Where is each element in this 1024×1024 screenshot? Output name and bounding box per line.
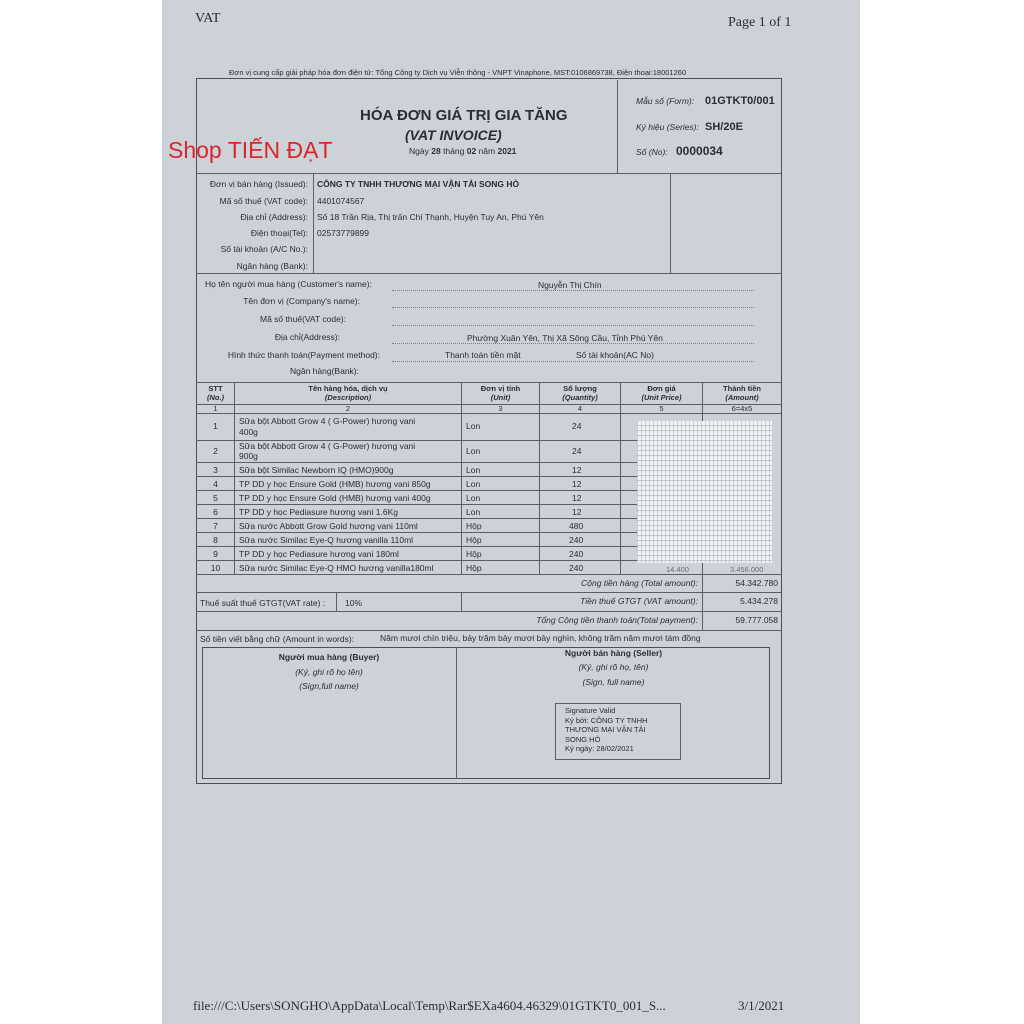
col-index-5: 5 <box>659 404 664 413</box>
col-header-amount: Thành tiền (Amount) <box>723 384 761 402</box>
seller-account-label: Số tài khoản (A/C No.): <box>220 244 308 254</box>
footer-date: 3/1/2021 <box>738 998 785 1013</box>
col-index-1: 1 <box>213 404 218 413</box>
vat-amount-value: 5.434.278 <box>740 596 778 606</box>
vat-rate-value: 10% <box>345 598 363 608</box>
print-header-left: VAT <box>195 11 221 26</box>
form-label: Mẫu số (Form): <box>636 96 695 106</box>
col-index-6: 6=4x5 <box>731 404 753 413</box>
col-index-4: 4 <box>577 404 583 413</box>
total-amount-label: Cộng tiền hàng (Total amount): <box>581 578 698 588</box>
col-header-unit-price: Đơn giá (Unit Price) <box>641 384 682 402</box>
form-value: 01GTKT0/001 <box>705 95 775 107</box>
seller-signature-sub1: (Ký, ghi rõ họ, tên) <box>578 662 649 672</box>
buyer-signature-sub1: (Ký, ghi rõ họ tên) <box>295 667 363 677</box>
vat-rate-label: Thuế suất thuế GTGT(VAT rate) : <box>200 598 326 608</box>
col-index-3: 3 <box>498 404 503 413</box>
seller-address-label: Địa chỉ (Address): <box>240 212 308 222</box>
seller-tel-label: Điện thoại(Tel): <box>250 228 308 238</box>
number-label: Số (No): <box>636 147 668 157</box>
seller-name: CÔNG TY TNHH THƯƠNG MẠI VẬN TẢI SONG HÒ <box>317 179 520 189</box>
redacted-prices <box>637 421 772 563</box>
buyer-name-value: Nguyễn Thị Chín <box>538 280 602 290</box>
buyer-bank-label: Ngân hàng(Bank): <box>290 366 359 376</box>
series-value: SH/20E <box>705 121 743 133</box>
footer-file-path: file:///C:\Users\SONGHO\AppData\Local\Temp\Rar$EXa4604.46329\01GTKT0_001_S... <box>193 998 666 1013</box>
invoice-subtitle: (VAT INVOICE) <box>405 127 502 143</box>
print-header-right: Page 1 of 1 <box>728 15 792 30</box>
buyer-signature-title: Người mua hàng (Buyer) <box>278 652 380 662</box>
seller-signature-sub2: (Sign, full name) <box>582 677 645 687</box>
provider-line: Đơn vị cung cấp giải pháp hóa đơn điện tử: Tổng Công ty Dịch vụ Viễn thông - VNPT Vinaphone, MST:0106869738, Điện thoại:18001260 <box>229 68 687 77</box>
invoice-title: HÓA ĐƠN GIÁ TRỊ GIA TĂNG <box>360 107 568 124</box>
number-value: 0000034 <box>676 144 723 158</box>
seller-tel-value: 02573779899 <box>317 228 370 238</box>
buyer-signature-sub2: (Sign,full name) <box>299 681 359 691</box>
seller-signature-title: Người bán hàng (Seller) <box>564 648 663 658</box>
amount-in-words-value: Năm mươi chín triệu, bảy trăm bảy mươi bảy nghìn, không trăm năm mươi tám đồng <box>380 633 701 643</box>
buyer-payment-value: Thanh toán tiền mặt <box>445 350 521 360</box>
seller-address-value: Số 18 Trần Rịa, Thị trấn Chí Thạnh, Huyện Tuy An, Phú Yên <box>317 212 544 222</box>
total-amount-value: 54.342.780 <box>735 578 778 588</box>
buyer-company-label: Tên đơn vị (Company's name): <box>243 296 360 306</box>
buyer-name-label: Họ tên người mua hàng (Customer's name): <box>205 279 372 289</box>
col-header-description: Tên hàng hóa, dịch vụ (Description) <box>308 384 388 402</box>
shop-watermark: Shop TIẾN ĐẠT <box>168 137 333 163</box>
total-payment-label: Tổng Cộng tiền thanh toán(Total payment): <box>536 615 698 625</box>
invoice-date: Ngày 28 tháng 02 năm 2021 <box>409 146 517 156</box>
buyer-payment-label: Hình thức thanh toán(Payment method): <box>227 350 380 360</box>
seller-tax-label: Mã số thuế (VAT code): <box>219 196 308 206</box>
buyer-tax-label: Mã số thuế(VAT code): <box>260 314 346 324</box>
seller-issued-label: Đơn vị bán hàng (Issued): <box>209 179 308 189</box>
total-payment-value: 59.777.058 <box>735 615 778 625</box>
seller-bank-label: Ngân hàng (Bank): <box>236 261 308 271</box>
digital-signature-text: Signature Valid Ký bởi: CÔNG TY TNHH THƯƠNG MẠI VẬN TẢI SONG HÒ Ký ngày: 28/02/2021 <box>565 706 648 754</box>
col-header-quantity: Số lượng (Quantity) <box>562 384 598 402</box>
col-header-unit: Đơn vị tính (Unit) <box>480 384 521 402</box>
buyer-account-label: Số tài khoản(AC No) <box>576 350 654 360</box>
amount-in-words-label: Số tiền viết bằng chữ (Amount in words): <box>200 634 355 644</box>
col-header-no: STT (No.) <box>206 384 225 402</box>
series-label: Ký hiệu (Series): <box>636 122 699 132</box>
buyer-address-label: Địa chỉ(Address): <box>274 332 340 342</box>
vat-amount-label: Tiền thuế GTGT (VAT amount): <box>580 596 698 606</box>
col-index-2: 2 <box>345 404 351 413</box>
buyer-address-value: Phường Xuân Yên, Thị Xã Sông Cầu, Tỉnh Phú Yên <box>467 333 663 343</box>
seller-tax-value: 4401074567 <box>317 196 365 206</box>
